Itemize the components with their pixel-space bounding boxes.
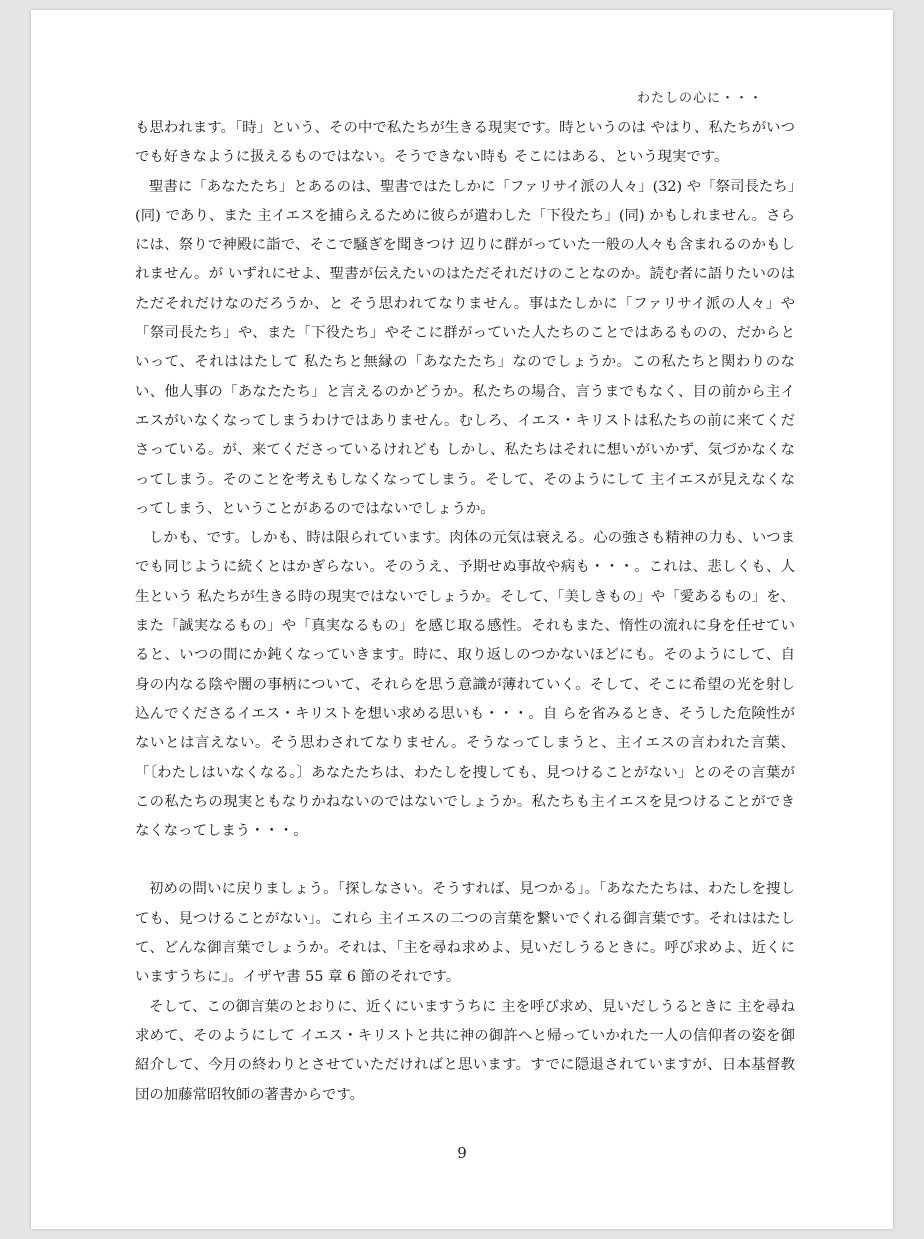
paragraph-1: も思われます。「時」という、その中で私たちが生きる現実です。時というのは やはり、私たちがいつでも好きなように扱えるものではない。そうできない時も そこにはある、という現実です。 [135,120,795,166]
paragraph-2: 聖書に「あなたたち」とあるのは、聖書ではたしかに「ファリサイ派の人々」(32) や「祭司長たち」(同) であり、また 主イエスを捕らえるために彼らが遣わした「下役たち」(同) かもしれません。さらには、祭りで神殿に詣で、そこで騒ぎを聞きつけ 辺りに群がっていた一般の人々も含まれるのかもしれません。が いずれにせよ、聖書が伝えたいのはただそれだけのことなのか。読む者に語りたいのはただそれだけなのだろうか、と そう思われてなりません。事はたしかに「ファリサイ派の人々」や「祭司長たち」や、また「下役たち」やそこに群がっていた人たちのことではあるものの、だからといって、それははたして 私たちと無縁の「あなたたち」なのでしょうか。この私たちと関わりのない、他人事の「あなたたち」と言えるのかどうか。私たちの場合、言うまでもなく、目の前から主イエスがいなくなってしまうわけではありません。むしろ、イエス・キリストは私たちの前に来てくださっている。が、来てくださっているけれども しかし、私たちはそれに想いがいかず、気づかなくなってしまう。そのことを考えもしなくなってしまう。そして、そのようにして 主イエスが見えなくなってしまう、ということがあるのではないでしょうか。 [135,178,795,517]
document-page [31,10,893,1229]
paragraph-5: そして、この御言葉のとおりに、近くにいますうちに 主を呼び求め、見いだしうるときに 主を尋ね求めて、そのようにして イエス・キリストと共に神の御許へと帰っていかれた一人の信仰者の姿を御紹介して、今月の終わりとさせていただければと思います。すでに隠退されていますが、日本基督教団の加藤常昭牧師の著書からです。 [135,998,795,1103]
running-header: わたしの心に・・・ [636,91,763,106]
page-number: 9 [457,1144,467,1162]
paragraph-4: 初めの問いに戻りましょう。「探しなさい。そうすれば、見つかる」。「あなたたちは、わたしを捜しても、見つけることがない」。これら 主イエスの二つの言葉を繋いでくれる御言葉です。それははたして、どんな御言葉でしょうか。それは、「主を尋ね求めよ、見いだしうるときに。呼び求めよ、近くにいますうちに」。イザヤ書 55 章 6 節のそれです。 [135,881,795,986]
body-text [135,114,795,1110]
paragraph-gap [135,846,795,875]
paragraph-3: しかも、です。しかも、時は限られています。肉体の元気は衰える。心の強さも精神の力も、いつまでも同じように続くとはかぎらない。そのうえ、予期せぬ事故や病も・・・。これは、悲しくも、人生という 私たちが生きる時の現実ではないでしょうか。そして、「美しきもの」や「愛あるもの」を、また「誠実なるもの」や「真実なるもの」を感じ取る感性。それもまた、惰性の流れに身を任せていると、いつの間にか鈍くなっていきます。時に、取り返しのつかないほどにも。そのようにして、自身の内なる陰や闇の事柄について、それらを思う意識が薄れていく。そして、そこに希望の光を射し込んでくださるイエス・キリストを想い求める思いも・・・。自 らを省みるとき、そうした危険性がないとは言えない。そう思わされてなりません。そうなってしまうと、主イエスの言われた言葉、「〔わたしはいなくなる。〕あなたたちは、わたしを捜しても、見つけることがない」とのその言葉が この私たちの現実ともなりかねないのではないでしょうか。私たちも主イエスを見つけることができなくなってしまう・・・。 [135,530,795,840]
